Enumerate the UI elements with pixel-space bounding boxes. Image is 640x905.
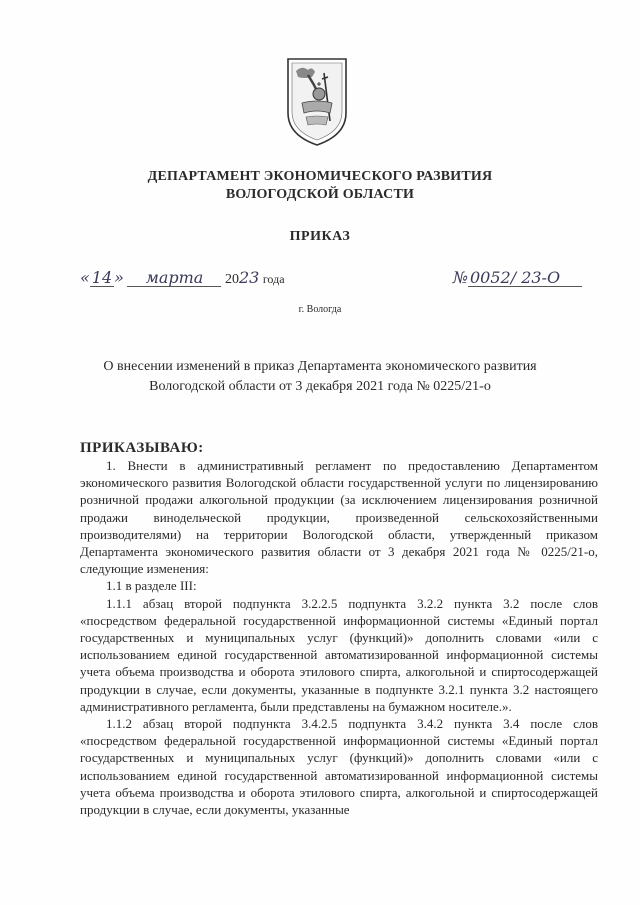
paragraph-item-1-1-2: 1.1.2 абзац второй подпункта 3.4.2.5 подпункта 3.4.2 пункта 3.4 после слов «посредством федеральной государственной информационной системы «Единый портал государственных и муниципальных услуг (функций)» дополнить словами «или с использованием единой государственной автоматизированной информационной системы учета объема производства и оборота этилового спирта, алкогольной и спиртосодержащей продукции в случае, если документы, указанные bbox=[80, 716, 598, 818]
order-date bbox=[80, 268, 285, 288]
department-name-line1: ДЕПАРТАМЕНТ ЭКОНОМИЧЕСКОГО РАЗВИТИЯ bbox=[147, 169, 493, 184]
paragraph-item-1: 1. Внести в административный регламент по предоставлению Департаментом экономического развития Вологодской области государственной услуги по лицензированию розничной продажи алкогольной продукции (за исключением лицензирования розничной продажи винодельческой продукции, произведенной сельскохозяйственными производителями) на территории Вологодской области, утвержденный приказом Департамента экономического развития области от 3 декабря 2021 года № 0225/21-о, следующие изменения: bbox=[80, 458, 598, 577]
paragraph-item-1-1: 1.1 в разделе III: bbox=[106, 578, 197, 594]
paragraph-item-1-1-1: 1.1.1 абзац второй подпункта 3.2.2.5 подпункта 3.2.2 пункта 3.2 после слов «посредством федеральной государственной информационной системы «Единый портал государственных и муниципальных услуг (функций)» дополнить словами «или с использованием единой государственной автоматизированной информационной системы учета объема производства и оборота этилового спирта, алкогольной и спиртосодержащей продукции в случае, если документы, указанные в подпункте 3.2.1 пункта 3.2 настоящего административного регламента, были представлены на бумажном носителе.». bbox=[80, 595, 598, 714]
date-year-suffix: 23 bbox=[238, 268, 260, 287]
order-body bbox=[80, 457, 598, 818]
date-year-prefix: 20 bbox=[224, 272, 239, 287]
coat-of-arms-emblem bbox=[284, 55, 350, 147]
order-directive-word: ПРИКАЗЫВАЮ: bbox=[80, 440, 204, 456]
date-month: марта bbox=[127, 270, 221, 287]
subject-line2: Вологодской области от 3 декабря 2021 года № 0225/21-о bbox=[149, 379, 491, 394]
order-number-value: 0052/ 23-О bbox=[468, 270, 582, 287]
order-number-sign: № bbox=[452, 268, 468, 287]
order-subject bbox=[60, 357, 580, 397]
subject-line1: О внесении изменений в приказ Департамента экономического развития bbox=[103, 359, 537, 374]
city-name: г. Вологда bbox=[298, 304, 342, 315]
date-open-quote: « bbox=[80, 268, 90, 287]
date-close-quote: » bbox=[114, 268, 124, 287]
order-number bbox=[453, 268, 582, 288]
date-year-word: года bbox=[262, 272, 285, 286]
document-type-title: ПРИКАЗ bbox=[289, 229, 351, 244]
date-day: 14 bbox=[91, 268, 113, 287]
department-name-line2: ВОЛОГОДСКОЙ ОБЛАСТИ bbox=[225, 187, 415, 202]
